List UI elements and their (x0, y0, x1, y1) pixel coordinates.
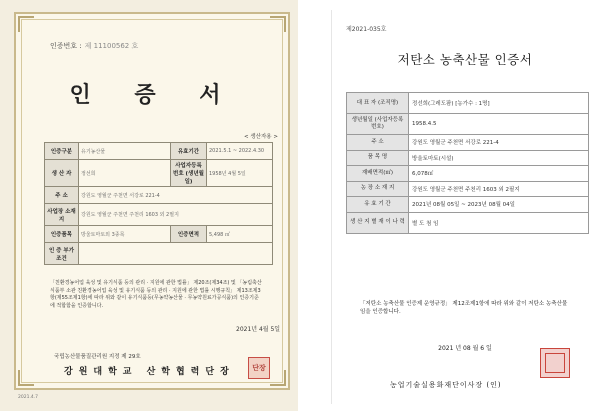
cell-label: 인증구분 (45, 143, 79, 160)
table-row (347, 93, 589, 114)
left-certificate-scan (0, 0, 298, 411)
official-stamp: 단장 (248, 357, 270, 379)
table-row (347, 135, 589, 151)
certification-statement: 「친환경농어업 육성 및 유기식품 등의 관리 · 지원에 관한 법률」 제20조(제34조) 및 「농림축산식품부 소관 친환경농어업 육성 및 유기식품 등의 관리 · 지원에 관한 법률 시행규칙」 제13조제3항(제55조제1항)에 따라 위와 같이 유기식품등(무농약농산물 · 무농약원료가공식품)의 인증기준에 적합함을 인증합니다. (50, 280, 262, 309)
issuer-name: 농업기술실용화재단이사장 (인) (390, 381, 502, 389)
corner-ornament (18, 370, 34, 386)
cell-value: 별 도 첨 임 (409, 212, 589, 233)
cell-label: 사업자등록번호 (생년월일) (171, 160, 207, 187)
cell-value: 강원도 영월군 주천면 주천리 1603 외 2필지 (79, 204, 273, 226)
cell-value: 정선희 (79, 160, 171, 187)
cell-value: 2021.5.1 ~ 2022.4.30 (207, 143, 273, 160)
table-row (347, 166, 589, 182)
cell-value (79, 243, 273, 265)
table-row (347, 212, 589, 233)
table-row (347, 150, 589, 166)
certificate-title: 저탄소 농축산물 인증서 (397, 52, 533, 67)
table-row (45, 187, 273, 204)
certificate-number (50, 41, 138, 51)
cell-label: 유효기간 (171, 143, 207, 160)
issuer-name: 강원대학교 산학협력단장 (64, 367, 235, 377)
corner-ornament (270, 370, 286, 386)
cell-label: 유 효 기 간 (347, 197, 409, 213)
certificate-number-label: 인증번호 : (50, 42, 82, 50)
cell-label: 생 산 지 별 재 이 나 력 (347, 212, 409, 233)
corner-ornament (270, 16, 286, 32)
cell-label: 주 소 (45, 187, 79, 204)
cell-label: 품 목 명 (347, 150, 409, 166)
low-carbon-certificate (331, 10, 597, 404)
cell-label: 인 증 부가조건 (45, 243, 79, 265)
cell-label: 대 표 자 (조직명) (347, 93, 409, 114)
scan-footer-date: 2021.4.7 (18, 395, 39, 400)
certificate-number-value: 제 11100562 호 (84, 42, 139, 50)
table-row (45, 143, 273, 160)
cell-value: 정선희(그레도팜) [농가수 : 1명] (409, 93, 589, 114)
table-row (45, 160, 273, 187)
table-row (45, 204, 273, 226)
certificate-title: 인 증 서 (69, 82, 239, 108)
table-row (347, 114, 589, 135)
cell-value: 유기농산물 (79, 143, 171, 160)
cell-label: 농 장 소 재 지 (347, 181, 409, 197)
cell-value: 강원도 영월군 주천면 주천리 1603 외 2필지 (409, 181, 589, 197)
cell-value: 1958년 4월 5일 (207, 160, 273, 187)
cell-label: 생 산 자 (45, 160, 79, 187)
certification-statement: 「저탄소 농축산물 인증제 운영규정」 제12조제1항에 따라 위와 같이 저탄소 농축산물임을 인증합니다. (360, 301, 568, 315)
designation-notice: 국립농산물품질관리원 지정 제 29호 (54, 354, 141, 360)
cell-value: 강원도 영월군 주천면 서강로 221-4 (409, 135, 589, 151)
cell-value: 방울토마토(시설) (409, 150, 589, 166)
table-row (347, 181, 589, 197)
table-row (45, 243, 273, 265)
cell-label: 생년월일 (사업자등록번호) (347, 114, 409, 135)
cell-value: 방울토마토외 3종목 (79, 226, 171, 243)
cell-label: 주 소 (347, 135, 409, 151)
cell-label: 인증품목 (45, 226, 79, 243)
cell-label: 인증면적 (171, 226, 207, 243)
form-type-tag: < 생산자용 > (244, 134, 278, 140)
cell-value: 6,078㎡ (409, 166, 589, 182)
certificate-info-table (44, 142, 273, 265)
issue-date: 2021 년 08 월 6 일 (438, 345, 492, 352)
cell-value: 강원도 영월군 주천면 서강로 221-4 (79, 187, 273, 204)
cell-label: 사업장 소재지 (45, 204, 79, 226)
table-row (45, 226, 273, 243)
table-row (347, 197, 589, 213)
certificate-info-table (346, 92, 589, 234)
organic-certificate (14, 12, 290, 390)
official-seal (540, 348, 570, 378)
cell-value: 1958.4.5 (409, 114, 589, 135)
cell-label: 재배면적(㎡) (347, 166, 409, 182)
certificate-code: 제2021-035호 (346, 26, 387, 33)
cell-value: 5,498 ㎡ (207, 226, 273, 243)
issue-date: 2021년 4월 5일 (236, 326, 281, 333)
corner-ornament (18, 16, 34, 32)
cell-value: 2021년 08월 05일 ~ 2023년 08월 04일 (409, 197, 589, 213)
